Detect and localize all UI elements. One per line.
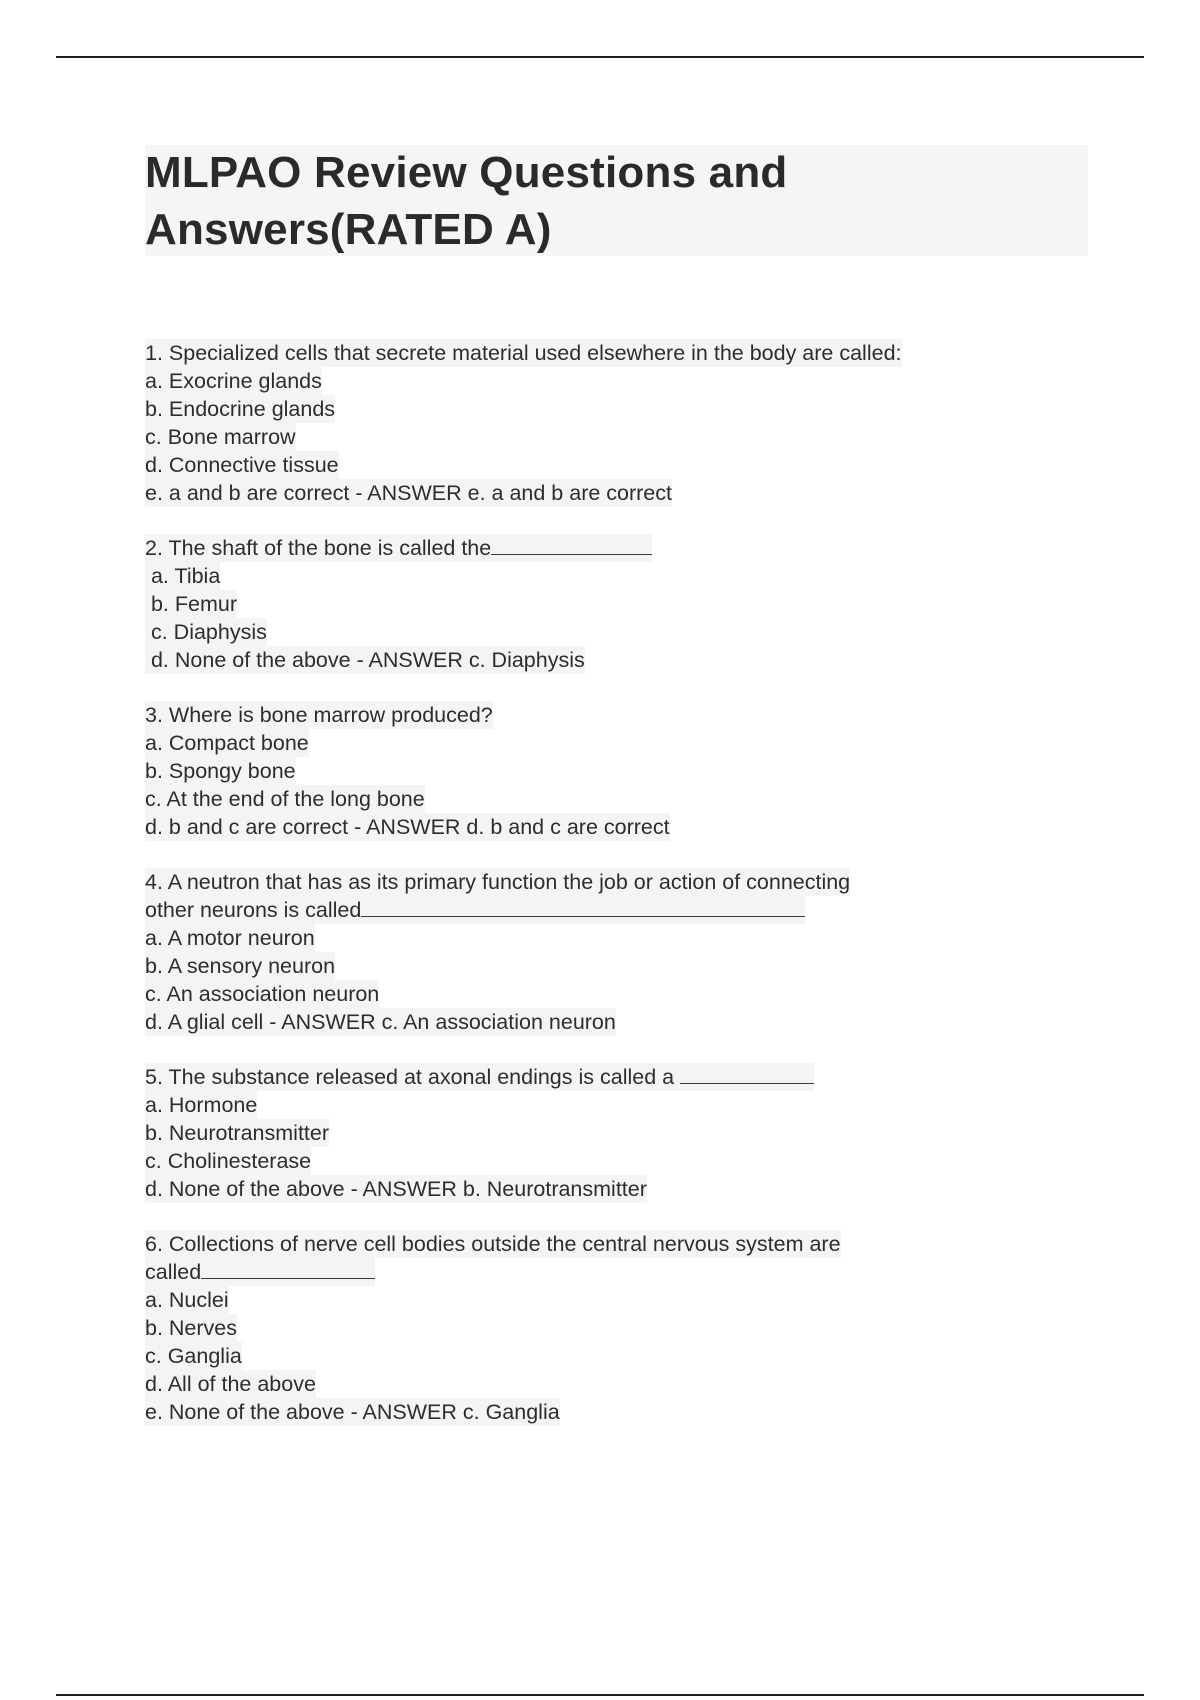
- question-5-stem-line: [145, 1063, 814, 1091]
- question-1: [145, 339, 1045, 507]
- question-1-option-a: a. Exocrine glands: [145, 369, 322, 393]
- question-4-option-a: a. A motor neuron: [145, 926, 315, 950]
- question-6-stem: 6. Collections of nerve cell bodies outside the central nervous system are: [145, 1232, 841, 1256]
- question-6-stem-cont: called: [145, 1260, 202, 1284]
- question-5-option-a: a. Hormone: [145, 1093, 258, 1117]
- question-1-option-c: c. Bone marrow: [145, 425, 296, 449]
- answer-blank: [491, 534, 652, 555]
- question-4-stem-cont: other neurons is called: [145, 898, 362, 922]
- question-2-option-a: a. Tibia: [145, 564, 221, 588]
- question-2-stem-line: [145, 534, 652, 562]
- question-list: [145, 339, 1045, 1453]
- page-title-line-2: Answers(RATED A): [145, 205, 552, 254]
- question-6: [145, 1230, 1045, 1426]
- bottom-rule: [56, 1694, 1144, 1696]
- question-1-stem: 1. Specialized cells that secrete material used elsewhere in the body are called:: [145, 341, 902, 365]
- question-3: [145, 701, 1045, 841]
- question-4-stem-line-2: [145, 896, 805, 924]
- question-5-option-b: b. Neurotransmitter: [145, 1121, 330, 1145]
- question-3-option-b: b. Spongy bone: [145, 759, 296, 783]
- question-6-option-b: b. Nerves: [145, 1316, 238, 1340]
- question-6-option-d: d. All of the above: [145, 1372, 316, 1396]
- question-2-option-b: b. Femur: [145, 592, 237, 616]
- question-3-option-d-answer: d. b and c are correct - ANSWER d. b and c are correct: [145, 815, 670, 839]
- question-4: [145, 868, 1045, 1036]
- question-4-stem: 4. A neutron that has as its primary function the job or action of connecting: [145, 870, 851, 894]
- top-rule: [56, 56, 1144, 58]
- question-1-option-b: b. Endocrine glands: [145, 397, 336, 421]
- question-4-option-c: c. An association neuron: [145, 982, 380, 1006]
- answer-blank: [680, 1063, 814, 1084]
- question-6-stem-line-2: [145, 1258, 375, 1286]
- question-1-option-e-answer: e. a and b are correct - ANSWER e. a and b are correct: [145, 481, 672, 505]
- question-5-stem: 5. The substance released at axonal endings is called a: [145, 1065, 681, 1089]
- question-4-option-d-answer: d. A glial cell - ANSWER c. An association neuron: [145, 1010, 616, 1034]
- answer-blank: [361, 896, 805, 917]
- answer-blank: [201, 1258, 375, 1279]
- question-2: [145, 534, 1045, 674]
- question-6-option-e-answer: e. None of the above - ANSWER c. Ganglia: [145, 1400, 560, 1424]
- question-2-option-d-answer: d. None of the above - ANSWER c. Diaphysis: [145, 648, 585, 672]
- question-2-stem: 2. The shaft of the bone is called the: [145, 536, 492, 560]
- page-title: [145, 144, 1088, 258]
- question-2-option-c: c. Diaphysis: [145, 620, 267, 644]
- page-title-line-1: MLPAO Review Questions and: [145, 148, 788, 197]
- question-3-stem: 3. Where is bone marrow produced?: [145, 703, 493, 727]
- question-5-option-d-answer: d. None of the above - ANSWER b. Neurotransmitter: [145, 1177, 647, 1201]
- question-3-option-c: c. At the end of the long bone: [145, 787, 425, 811]
- question-3-option-a: a. Compact bone: [145, 731, 309, 755]
- question-5: [145, 1063, 1045, 1203]
- question-4-option-b: b. A sensory neuron: [145, 954, 336, 978]
- question-1-option-d: d. Connective tissue: [145, 453, 339, 477]
- question-6-option-c: c. Ganglia: [145, 1344, 242, 1368]
- question-5-option-c: c. Cholinesterase: [145, 1149, 312, 1173]
- question-6-option-a: a. Nuclei: [145, 1288, 229, 1312]
